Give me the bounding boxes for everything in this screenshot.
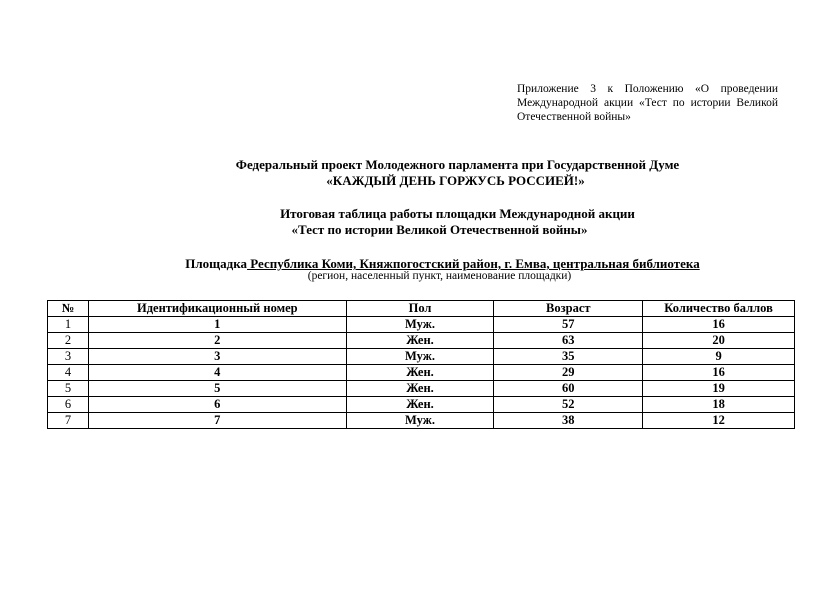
header-age: Возраст xyxy=(494,301,643,317)
cell-age: 35 xyxy=(494,349,643,365)
table-row xyxy=(48,381,795,397)
cell-gender: Жен. xyxy=(346,381,494,397)
table-row xyxy=(48,365,795,381)
cell-age: 52 xyxy=(494,397,643,413)
cell-gender: Муж. xyxy=(346,317,494,333)
header-gender: Пол xyxy=(346,301,494,317)
header-score: Количество баллов xyxy=(643,301,795,317)
venue-line xyxy=(0,256,839,271)
cell-age: 60 xyxy=(494,381,643,397)
cell-id: 4 xyxy=(88,365,346,381)
venue-label: Площадка xyxy=(185,256,248,271)
cell-id: 2 xyxy=(88,333,346,349)
cell-score: 16 xyxy=(643,317,795,333)
cell-score: 18 xyxy=(643,397,795,413)
document-title xyxy=(0,157,839,189)
cell-age: 57 xyxy=(494,317,643,333)
cell-id: 1 xyxy=(88,317,346,333)
document-subtitle xyxy=(0,206,839,238)
subtitle-line-2: «Тест по истории Великой Отечественной войны» xyxy=(291,222,588,237)
cell-id: 5 xyxy=(88,381,346,397)
cell-number: 5 xyxy=(48,381,89,397)
cell-gender: Жен. xyxy=(346,365,494,381)
table-header-row xyxy=(48,301,795,317)
header-id: Идентификационный номер xyxy=(88,301,346,317)
cell-number: 2 xyxy=(48,333,89,349)
cell-score: 19 xyxy=(643,381,795,397)
cell-gender: Жен. xyxy=(346,333,494,349)
cell-number: 7 xyxy=(48,413,89,429)
venue-note: (регион, населенный пункт, наименование площадки) xyxy=(307,270,572,282)
cell-id: 7 xyxy=(88,413,346,429)
cell-number: 1 xyxy=(48,317,89,333)
cell-gender: Муж. xyxy=(346,349,494,365)
header-number: № xyxy=(48,301,89,317)
title-line-2: «КАЖДЫЙ ДЕНЬ ГОРЖУСЬ РОССИЕЙ!» xyxy=(326,173,585,188)
table-row xyxy=(48,397,795,413)
table-row xyxy=(48,349,795,365)
cell-number: 3 xyxy=(48,349,89,365)
results-table xyxy=(47,300,795,429)
venue-value: Республика Коми, Княжпогостский район, г. Емва, центральная библиотека xyxy=(247,256,700,271)
cell-age: 38 xyxy=(494,413,643,429)
subtitle-line-1: Итоговая таблица работы площадки Международной акции xyxy=(280,206,635,221)
cell-score: 12 xyxy=(643,413,795,429)
cell-number: 6 xyxy=(48,397,89,413)
cell-age: 63 xyxy=(494,333,643,349)
cell-number: 4 xyxy=(48,365,89,381)
cell-score: 9 xyxy=(643,349,795,365)
cell-id: 3 xyxy=(88,349,346,365)
table-row xyxy=(48,413,795,429)
table-row xyxy=(48,333,795,349)
cell-age: 29 xyxy=(494,365,643,381)
cell-score: 16 xyxy=(643,365,795,381)
table-row xyxy=(48,317,795,333)
title-line-1: Федеральный проект Молодежного парламента при Государственной Думе xyxy=(235,157,680,172)
appendix-note: Приложение 3 к Положению «О проведении Международной акции «Тест по истории Великой Отечественной войны» xyxy=(517,83,778,123)
cell-score: 20 xyxy=(643,333,795,349)
cell-gender: Жен. xyxy=(346,397,494,413)
cell-gender: Муж. xyxy=(346,413,494,429)
cell-id: 6 xyxy=(88,397,346,413)
